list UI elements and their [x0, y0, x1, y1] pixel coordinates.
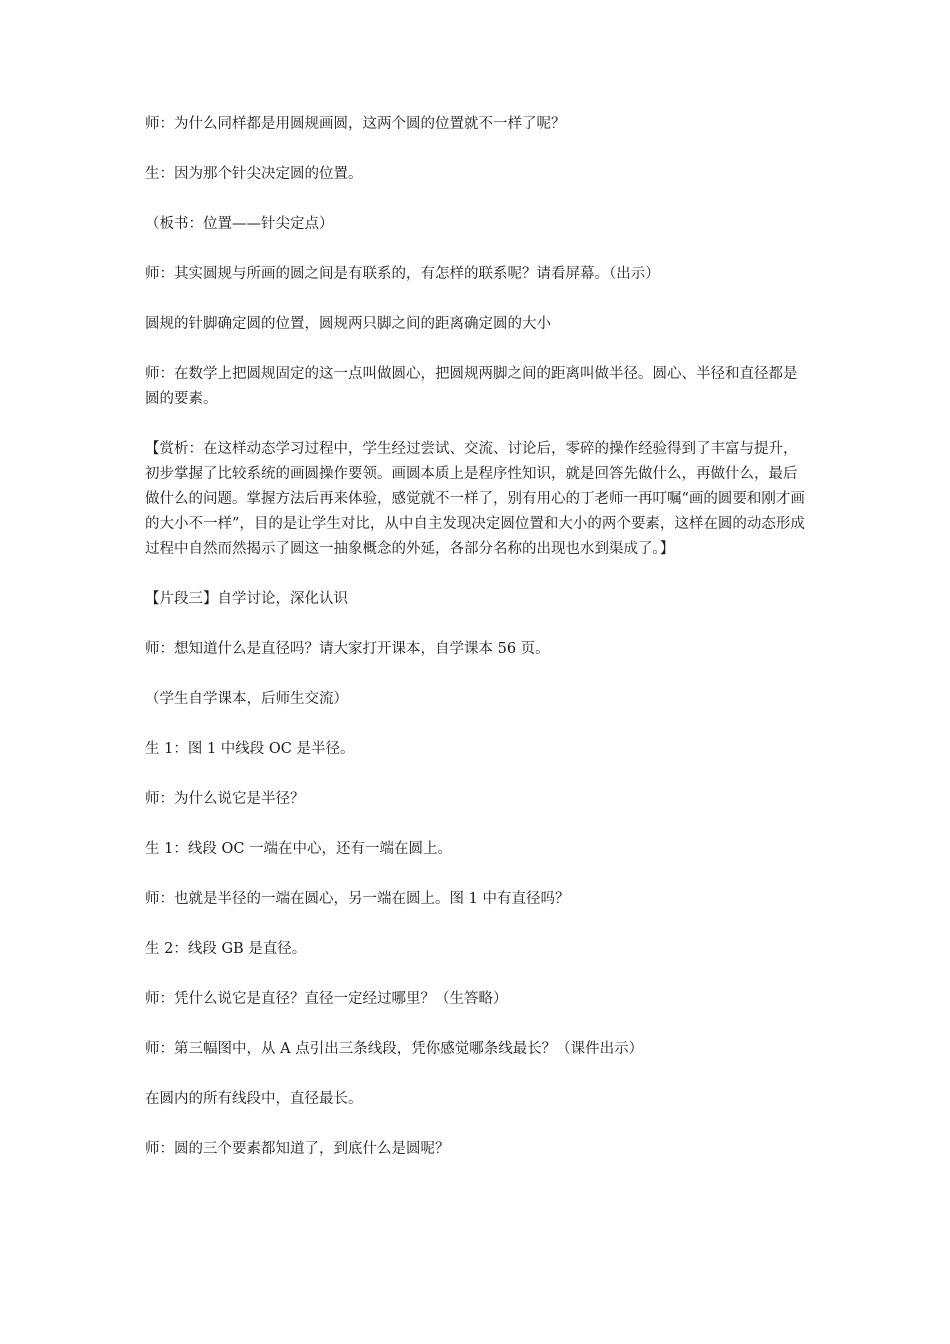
paragraph-14: 师：也就是半径的一端在圆心，另一端在圆上。图 1 中有直径吗？	[145, 891, 570, 907]
paragraph-11: 生 1：图 1 中线段 OC 是半径。	[145, 741, 355, 757]
paragraph-15: 生 2：线段 GB 是直径。	[145, 941, 307, 957]
paragraph-5: 圆规的针脚确定圆的位置，圆规两只脚之间的距离确定圆的大小	[145, 316, 551, 332]
paragraph-19: 师：圆的三个要素都知道了，到底什么是圆呢？	[145, 1141, 450, 1157]
paragraph-2: 生：因为那个针尖决定圆的位置。	[145, 166, 363, 182]
paragraph-12: 师：为什么说它是半径？	[145, 791, 305, 807]
paragraph-4: 师：其实圆规与所画的圆之间是有联系的，有怎样的联系呢？请看屏幕。（出示）	[145, 266, 660, 282]
section-heading: 【片段三】自学讨论，深化认识	[145, 591, 348, 607]
paragraph-1: 师：为什么同样都是用圆规画圆，这两个圆的位置就不一样了呢？	[145, 116, 566, 132]
paragraph-16: 师：凭什么说它是直径？直径一定经过哪里？（生答略）	[145, 991, 508, 1007]
paragraph-18: 在圆内的所有线段中，直径最长。	[145, 1091, 363, 1107]
document-body	[145, 112, 810, 1187]
paragraph-3: （板书：位置——针尖定点）	[145, 216, 334, 232]
paragraph-6: 师：在数学上把圆规固定的这一点叫做圆心，把圆规两脚之间的距离叫做半径。圆心、半径和直径都是圆的要素。	[145, 366, 798, 407]
paragraph-13: 生 1：线段 OC 一端在中心，还有一端在圆上。	[145, 841, 453, 857]
paragraph-10: （学生自学课本，后师生交流）	[145, 691, 348, 707]
paragraph-17: 师：第三幅图中，从 A 点引出三条线段，凭你感觉哪条线最长？（课件出示）	[145, 1041, 644, 1057]
paragraph-9: 师：想知道什么是直径吗？请大家打开课本，自学课本 56 页。	[145, 641, 550, 657]
commentary-paragraph: 【赏析：在这样动态学习过程中，学生经过尝试、交流、讨论后，零碎的操作经验得到了丰富与提升，初步掌握了比较系统的画圆操作要领。画圆本质上是程序性知识，就是回答先做什么，再做什么，最后做什么的问题。掌握方法后再来体验，感觉就不一样了，别有用心的丁老师一再叮嘱“画的圆要和刚才画的大小不一样”，目的是让学生对比，从中自主发现决定圆位置和大小的两个要素，这样在圆的动态形成过程中自然而然揭示了圆这一抽象概念的外延，各部分名称的出现也水到渠成了。】	[145, 441, 805, 557]
